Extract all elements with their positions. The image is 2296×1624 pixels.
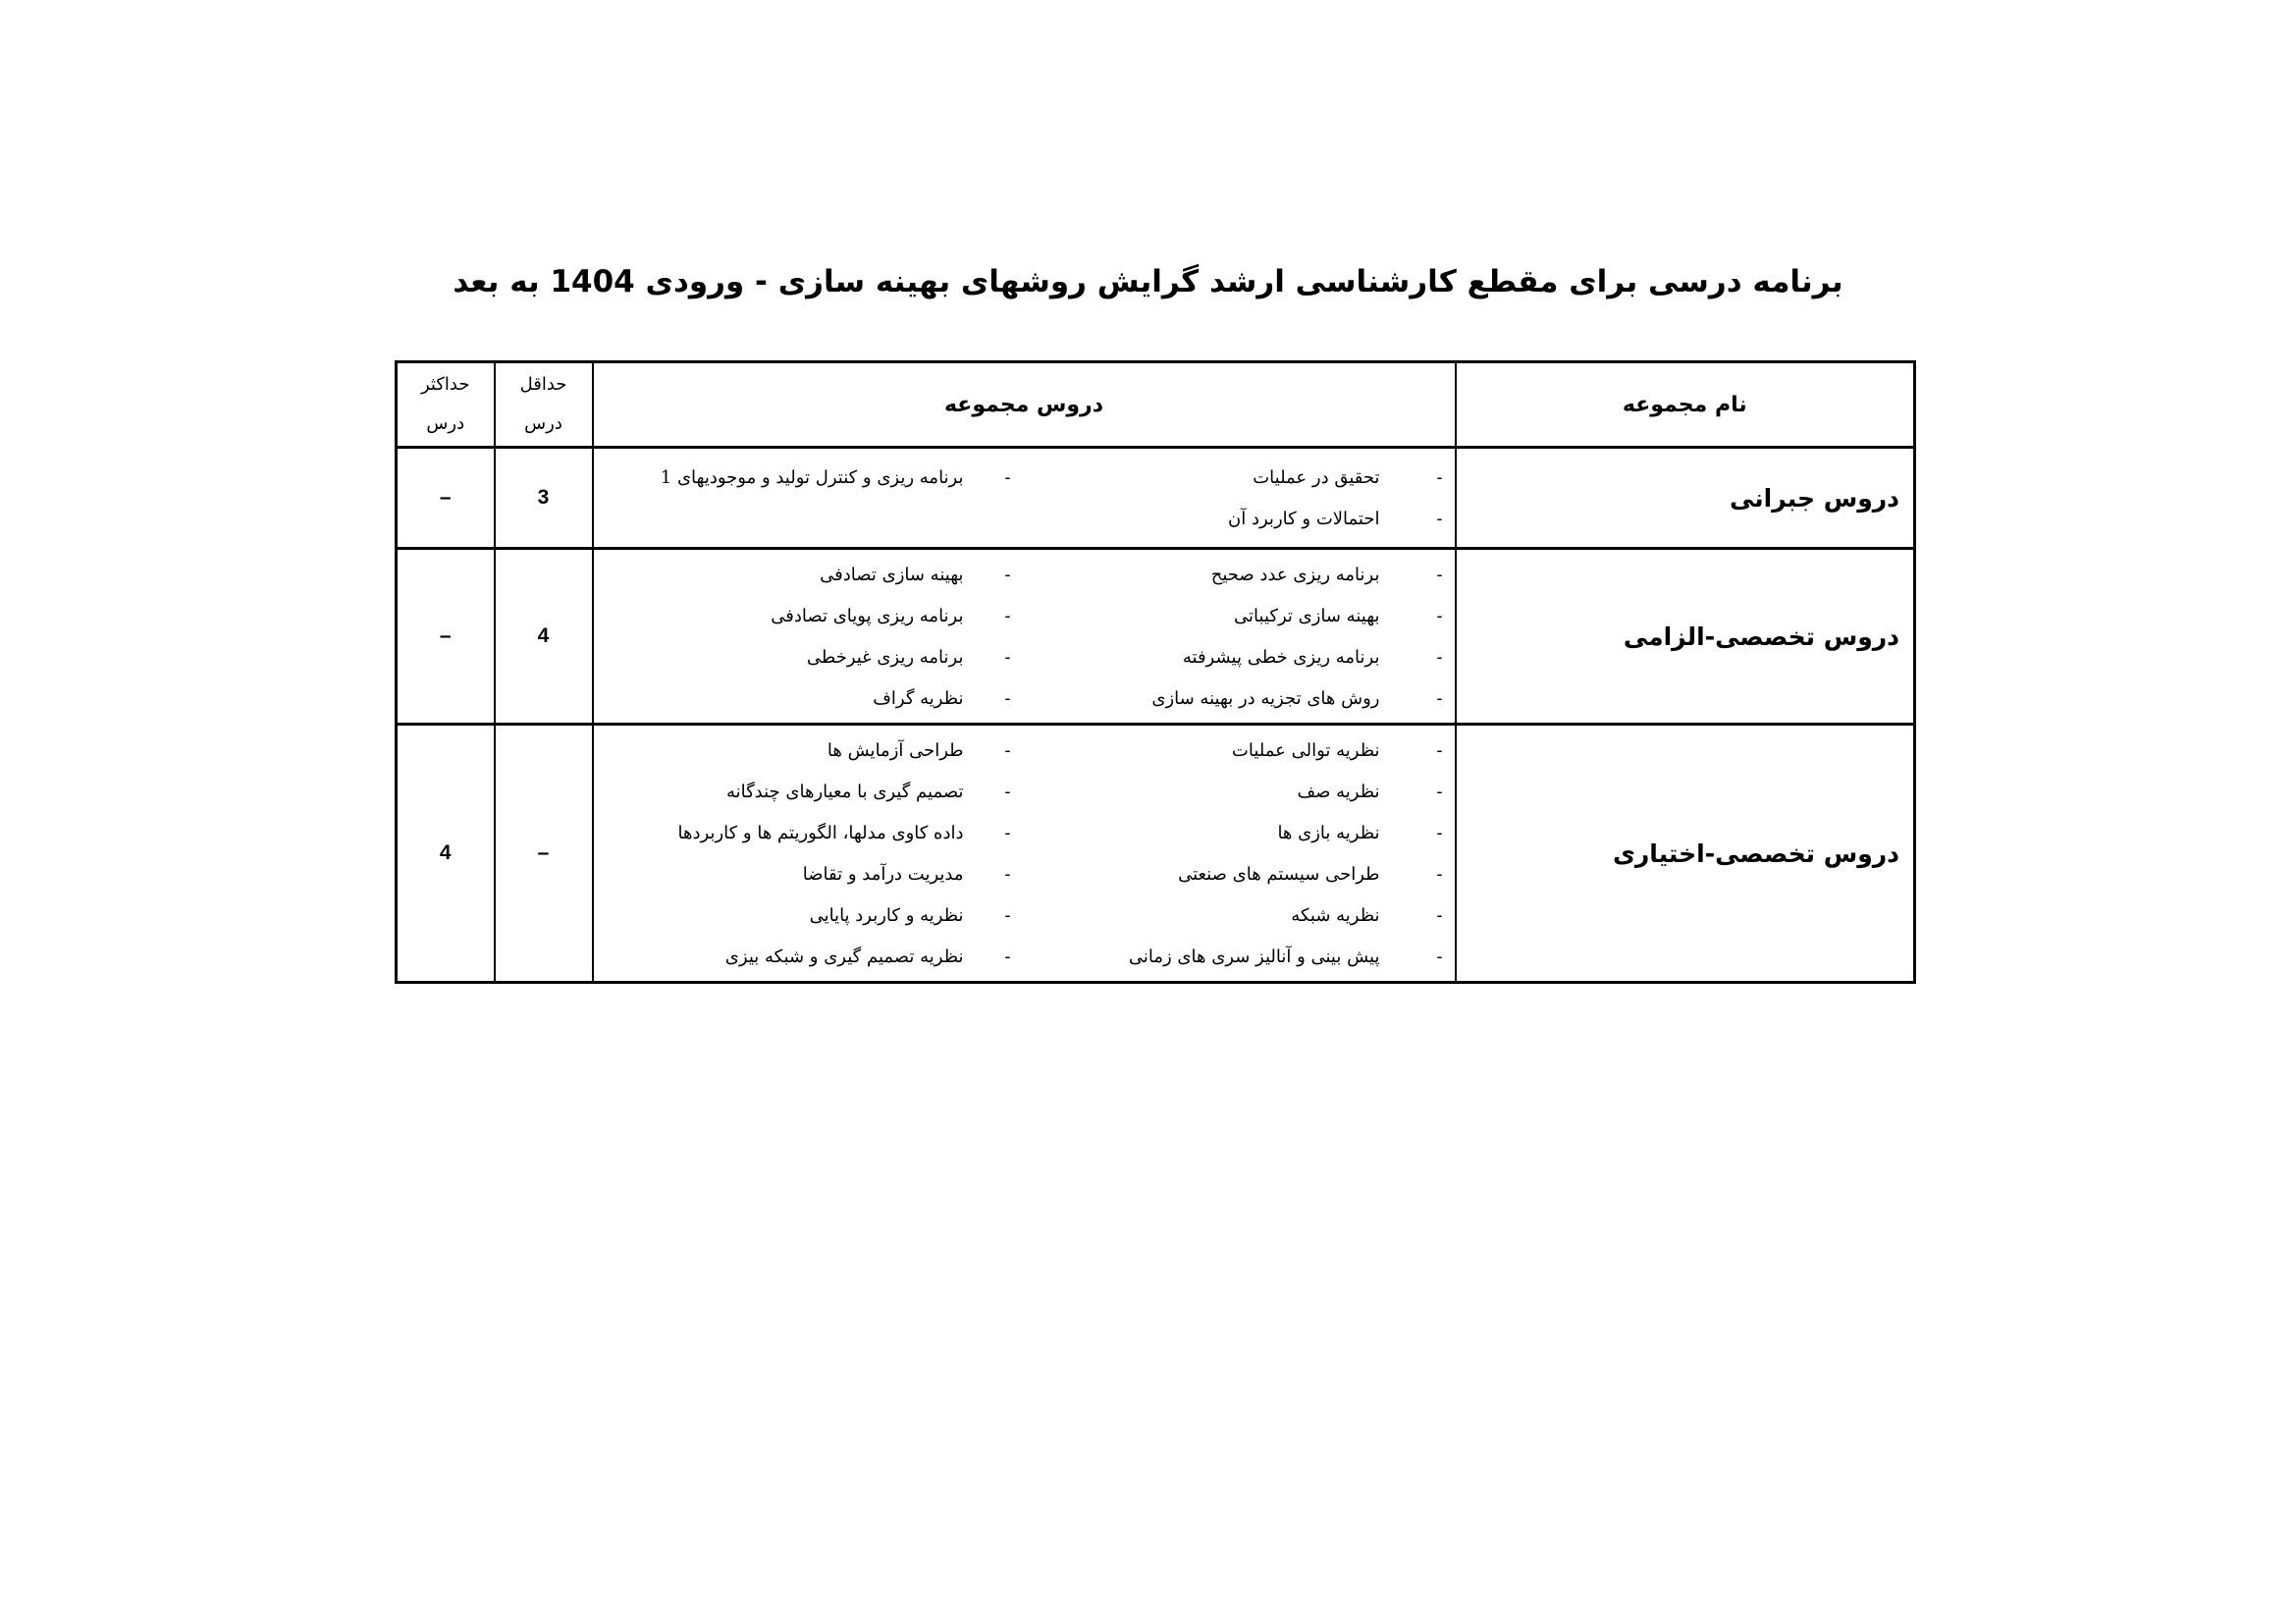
course-item [1023, 457, 1455, 498]
course-item [1023, 730, 1455, 771]
course-grid [594, 730, 1455, 977]
list-dash: - [1004, 863, 1011, 884]
course-item [1023, 936, 1455, 977]
course-item [592, 554, 1023, 595]
course-item [1023, 636, 1455, 677]
list-dash: - [1004, 739, 1011, 760]
list-dash: - [1436, 904, 1443, 925]
course-grid [594, 457, 1455, 539]
table-header-row [397, 362, 1915, 448]
list-dash: - [1004, 605, 1011, 625]
header-max-line1: حداکثر [420, 374, 470, 395]
course-item [592, 636, 1023, 677]
course-label: برنامه ریزی پویای تصادفی [771, 605, 964, 626]
list-dash: - [1004, 781, 1011, 801]
course-label: نظریه بازی ها [1277, 822, 1380, 843]
group-name: دروس تخصصی-الزامی [1456, 549, 1915, 725]
course-item [592, 730, 1023, 771]
course-item [592, 595, 1023, 636]
course-label: تصمیم گیری با معیارهای چندگانه [725, 781, 964, 802]
list-dash: - [1004, 946, 1011, 966]
course-label: نظریه گراف [873, 687, 964, 709]
course-label: تحقیق در عملیات [1253, 466, 1380, 488]
course-item [592, 853, 1023, 894]
course-item [592, 457, 1023, 498]
course-label: روش های تجزیه در بهینه سازی [1151, 687, 1380, 709]
list-dash: - [1436, 822, 1443, 842]
min-count: 4 [495, 549, 593, 725]
course-label: برنامه ریزی غیرخطی [806, 646, 964, 668]
list-dash: - [1004, 646, 1011, 667]
course-label: بهینه سازی تصادفی [820, 564, 964, 585]
table-row [397, 448, 1915, 549]
course-item [592, 936, 1023, 977]
course-item [592, 771, 1023, 812]
course-label: برنامه ریزی عدد صحیح [1210, 564, 1380, 585]
course-label: داده کاوی مدلها، الگوریتم ها و کاربردها [677, 822, 964, 843]
course-item [1023, 853, 1455, 894]
course-label: برنامه ریزی خطی پیشرفته [1182, 646, 1380, 668]
list-dash: - [1436, 508, 1443, 528]
course-label: برنامه ریزی و کنترل تولید و موجودیهای 1 [660, 466, 964, 488]
group-name: دروس تخصصی-اختیاری [1456, 725, 1915, 983]
course-label: نظریه و کاربرد پایایی [809, 904, 964, 926]
courses-cell [593, 725, 1456, 983]
header-min-line1: حداقل [519, 374, 567, 395]
course-label: پیش بینی و آنالیز سری های زمانی [1128, 946, 1380, 967]
course-label: طراحی سیستم های صنعتی [1178, 863, 1380, 885]
header-courses: دروس مجموعه [593, 362, 1456, 448]
course-label: طراحی آزمایش ها [827, 739, 964, 761]
header-min-line2: درس [524, 413, 562, 434]
course-item [592, 894, 1023, 936]
course-item-empty [592, 498, 1023, 539]
header-max-line2: درس [426, 413, 465, 434]
course-item [592, 812, 1023, 853]
course-label: نظریه توالی عملیات [1231, 739, 1380, 761]
course-label: نظریه تصمیم گیری و شبکه بیزی [724, 946, 964, 967]
max-count: 4 [397, 725, 495, 983]
list-dash: - [1004, 822, 1011, 842]
list-dash: - [1436, 946, 1443, 966]
min-count: – [495, 725, 593, 983]
header-group-name: نام مجموعه [1456, 362, 1915, 448]
course-label: نظریه شبکه [1291, 904, 1380, 926]
course-label: نظریه صف [1297, 781, 1380, 802]
max-count: – [397, 549, 495, 725]
course-item [1023, 498, 1455, 539]
list-dash: - [1004, 466, 1011, 487]
course-label: احتمالات و کاربرد آن [1228, 508, 1380, 529]
course-item [1023, 595, 1455, 636]
header-min-courses [495, 362, 593, 448]
list-dash: - [1004, 904, 1011, 925]
list-dash: - [1436, 781, 1443, 801]
table-row [397, 725, 1915, 983]
courses-cell [593, 448, 1456, 549]
list-dash: - [1436, 466, 1443, 487]
course-item [1023, 677, 1455, 719]
course-item [1023, 554, 1455, 595]
course-item [592, 677, 1023, 719]
curriculum-table [395, 360, 1916, 984]
list-dash: - [1004, 564, 1011, 584]
list-dash: - [1436, 605, 1443, 625]
list-dash: - [1436, 687, 1443, 708]
course-grid [594, 554, 1455, 719]
table-row [397, 549, 1915, 725]
course-item [1023, 812, 1455, 853]
list-dash: - [1436, 739, 1443, 760]
list-dash: - [1004, 687, 1011, 708]
list-dash: - [1436, 564, 1443, 584]
list-dash: - [1436, 863, 1443, 884]
course-label: بهینه سازی ترکیباتی [1234, 605, 1380, 626]
list-dash: - [1436, 646, 1443, 667]
group-name: دروس جبرانی [1456, 448, 1915, 549]
header-max-courses [397, 362, 495, 448]
page-title: برنامه درسی برای مقطع کارشناسی ارشد گرایش روشهای بهینه سازی - ورودی 1404 به بعد [453, 264, 1843, 299]
course-item [1023, 894, 1455, 936]
max-count: – [397, 448, 495, 549]
course-label: مدیریت درآمد و تقاضا [802, 863, 964, 885]
courses-cell [593, 549, 1456, 725]
min-count: 3 [495, 448, 593, 549]
course-item [1023, 771, 1455, 812]
